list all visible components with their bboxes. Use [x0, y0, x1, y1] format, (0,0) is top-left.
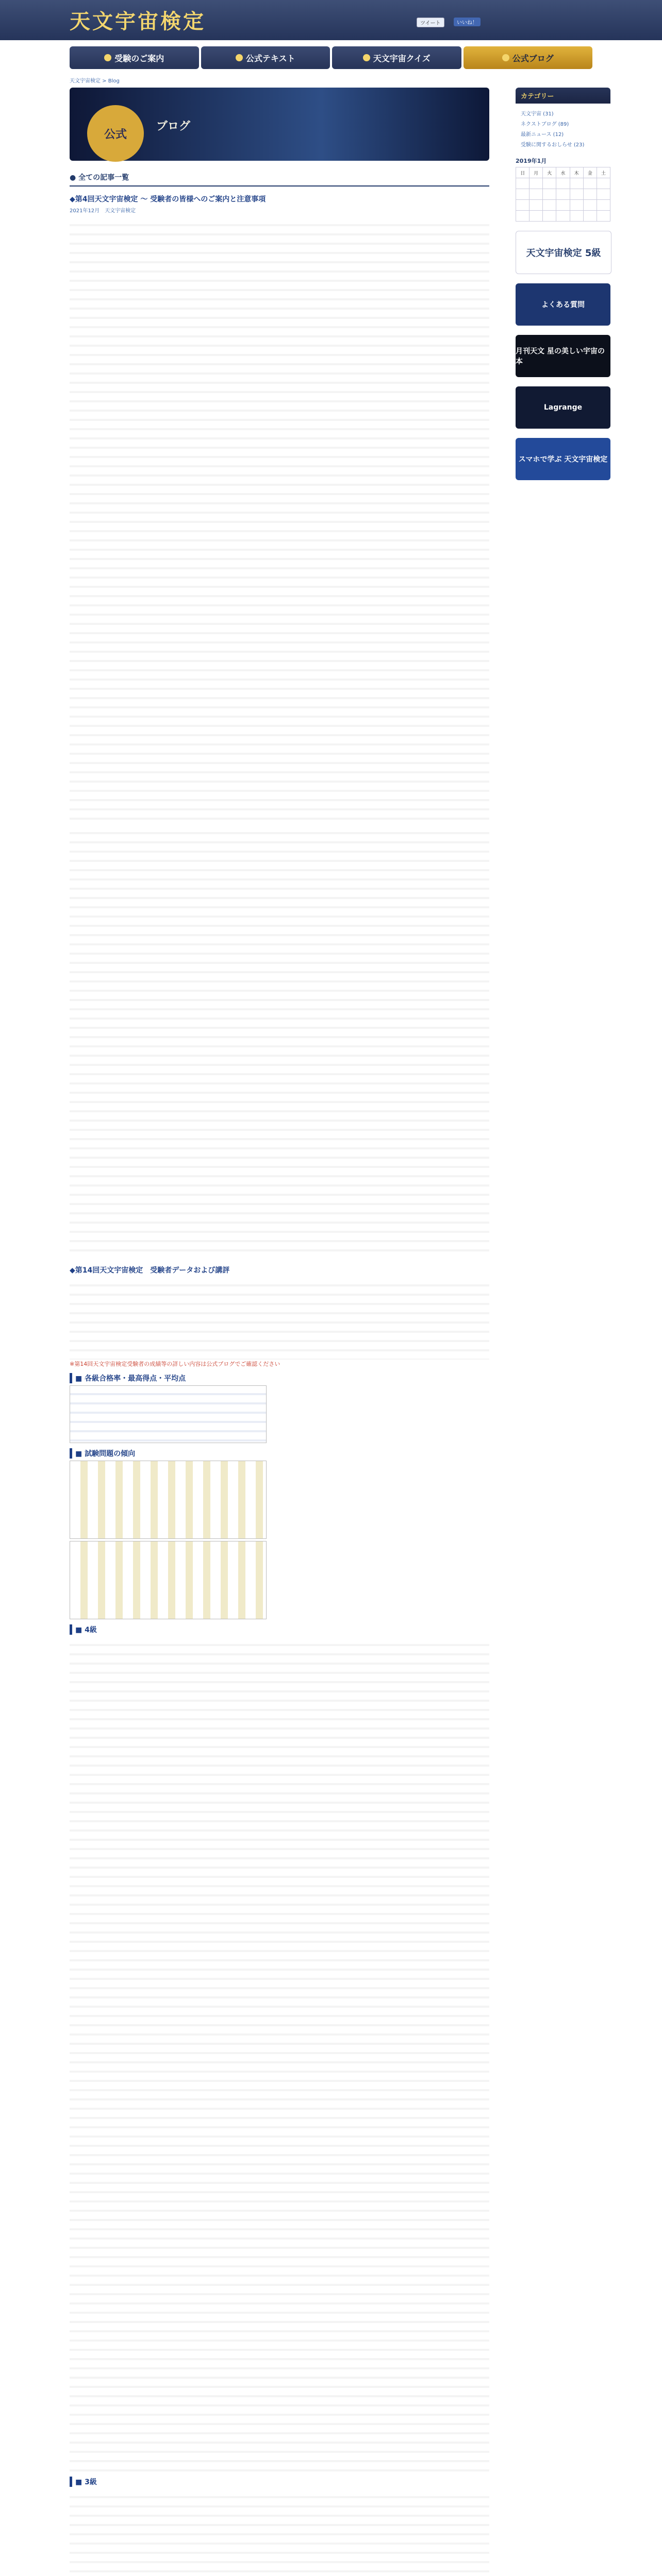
article-2	[70, 1265, 489, 2576]
calendar-day: 木	[570, 167, 583, 178]
pass-rate-table	[70, 1385, 267, 1443]
calendar-title: 2019年1月	[516, 158, 547, 164]
trend-table-2	[70, 1541, 267, 1619]
category-item[interactable]: 天文宇宙 (31)	[521, 111, 554, 117]
nav-blog[interactable]: 公式ブログ	[464, 46, 593, 69]
nav-quiz[interactable]: 天文宇宙クイズ	[332, 46, 461, 69]
article-2-intro	[70, 1277, 489, 1360]
pen-icon	[502, 54, 509, 61]
banner-lagrange[interactable]: Lagrange	[516, 386, 610, 429]
level3-body	[70, 2489, 489, 2576]
article-1-meta: 2021年12月 天文宇宙検定	[70, 208, 136, 214]
banner-faq[interactable]: よくある質問	[516, 283, 610, 326]
breadcrumb[interactable]: 天文宇宙検定 > Blog	[70, 78, 120, 84]
main-nav	[70, 46, 592, 69]
article-1-body-continued	[70, 825, 489, 1258]
site-logo[interactable]: 天文宇宙検定	[70, 9, 206, 33]
banner-smartphone[interactable]: スマホで学ぶ 天文宇宙検定	[516, 438, 610, 480]
question-icon	[363, 54, 370, 61]
calendar-day: 月	[529, 167, 543, 178]
subhead-pass-rates: ■ 各級合格率・最高得点・平均点	[70, 1373, 489, 1383]
category-list	[516, 104, 610, 154]
category-item[interactable]: 受験に関するおしらせ (23)	[521, 142, 585, 148]
nav-exam-guide[interactable]: 受験のご案内	[70, 46, 199, 69]
calendar-day: 土	[597, 167, 610, 178]
top-header	[0, 0, 662, 40]
sidebar-category-title: カテゴリー	[516, 88, 610, 104]
banner-book[interactable]: 月刊天文 星の美しい宇宙の本	[516, 335, 610, 377]
nav-official-text[interactable]: 公式テキスト	[201, 46, 330, 69]
star-icon	[104, 54, 111, 61]
sidebar	[516, 88, 610, 480]
tweet-button[interactable]: ツイート	[417, 18, 444, 27]
calendar-day: 水	[556, 167, 570, 178]
section-title: ● 全ての記事一覧	[70, 170, 489, 187]
calendar-day: 火	[543, 167, 556, 178]
blog-hero-banner	[70, 88, 489, 161]
like-button[interactable]: いいね！	[454, 18, 481, 26]
banner-5kyu[interactable]: 天文宇宙検定 5級	[516, 231, 611, 274]
article-1-title[interactable]: ◆第4回天文宇宙検定 〜 受験者の皆様へのご案内と注意事項	[70, 195, 266, 204]
main-content	[70, 170, 489, 2576]
trend-table-1	[70, 1461, 267, 1539]
hero-title: ブログ	[156, 120, 191, 133]
calendar-day: 日	[516, 167, 529, 178]
subhead-level3: ■ 3級	[70, 2477, 489, 2487]
calendar-day: 金	[583, 167, 597, 178]
article-1-body	[70, 217, 489, 825]
category-item[interactable]: 最新ニュース (12)	[521, 132, 564, 138]
article-2-note[interactable]: ※第14回天文宇宙検定受験者の成績等の詳しい内容は公式ブログでご確認ください	[70, 1361, 280, 1367]
subhead-trends: ■ 試験問題の傾向	[70, 1448, 489, 1459]
article-1	[70, 194, 489, 1258]
level4-body	[70, 1637, 489, 2471]
category-item[interactable]: ネクストブログ (89)	[521, 122, 569, 127]
article-2-title[interactable]: ◆第14回天文宇宙検定 受験者データおよび講評	[70, 1266, 230, 1275]
book-icon	[236, 54, 243, 61]
subhead-level4: ■ 4級	[70, 1624, 489, 1635]
calendar	[516, 167, 610, 222]
blog-badge: 公式	[87, 105, 144, 162]
